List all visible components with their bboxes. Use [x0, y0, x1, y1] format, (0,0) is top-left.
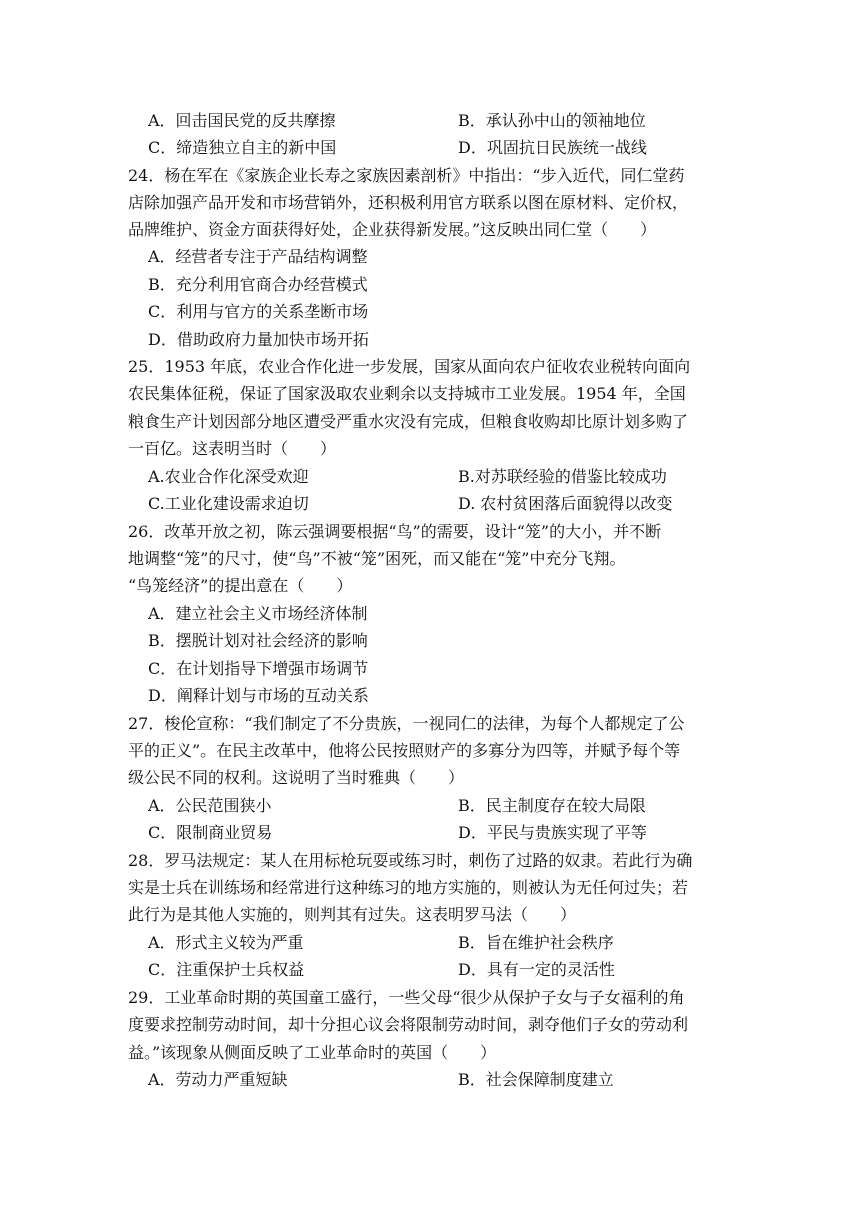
q27-option-a: A．公民范围狭小 [148, 796, 272, 815]
q27-stem-line-2: 平的正义”。在民主改革中，他将公民按照财产的多寡分为四等，并赋予每个等 [128, 741, 681, 760]
q25-option-d: D. 农村贫困落后面貌得以改变 [458, 494, 673, 513]
q27-stem-line-1: 27．梭伦宣称：“我们制定了不分贵族，一视同仁的法律，为每个人都规定了公 [128, 714, 685, 733]
q25-option-a: A.农业合作化深受欢迎 [148, 467, 309, 486]
q27-stem-line-3: 级公民不同的权利。这说明了当时雅典（ ） [128, 768, 465, 787]
q26-stem-line-2: 地调整“笼”的尺寸，使“鸟”不被“笼”困死，而又能在“笼”中充分飞翔。 [128, 549, 626, 568]
q28-stem-line-3: 此行为是其他人实施的，则判其有过失。这表明罗马法（ ） [128, 905, 577, 924]
q24-option-b: B．充分利用官商合办经营模式 [148, 275, 368, 294]
q27-option-d: D．平民与贵族实现了平等 [458, 823, 647, 842]
q26-option-b: B．摆脱计划对社会经济的影响 [148, 631, 368, 650]
q24-stem-line-1: 24．杨在军在《家族企业长寿之家族因素剖析》中指出：“步入近代，同仁堂药 [128, 166, 685, 185]
q25-option-c: C.工业化建设需求迫切 [148, 494, 309, 513]
q25-stem-line-2: 农民集体征税，保证了国家汲取农业剩余以支持城市工业发展。1954 年，全国 [128, 384, 686, 403]
q23-option-c: C．缔造独立自主的新中国 [148, 138, 337, 157]
q28-stem-line-1: 28．罗马法规定：某人在用标枪玩耍或练习时，刺伤了过路的奴隶。若此行为确 [128, 851, 693, 870]
q24-option-d: D．借助政府力量加快市场开拓 [148, 330, 369, 349]
q24-stem-line-3: 品牌维护、资金方面获得好处，企业获得新发展。”这反映出同仁堂（ ） [128, 220, 657, 239]
q23-option-d: D．巩固抗日民族统一战线 [458, 138, 647, 157]
q24-stem-line-2: 店除加强产品开发和市场营销外，还积极利用官方联系以图在原材料、定价权， [128, 193, 689, 212]
q29-stem-line-3: 益。”该现象从侧面反映了工业革命时的英国（ ） [128, 1043, 497, 1062]
q25-option-b: B.对苏联经验的借鉴比较成功 [458, 467, 667, 486]
q24-option-a: A．经营者专注于产品结构调整 [148, 247, 368, 266]
q26-option-d: D．阐释计划与市场的互动关系 [148, 686, 369, 705]
q25-stem-line-1: 25．1953 年底，农业合作化进一步发展，国家从面向农户征收农业税转向面向 [128, 357, 691, 376]
q26-stem-line-1: 26．改革开放之初，陈云强调要根据“鸟”的需要，设计“笼”的大小，并不断 [128, 522, 662, 541]
q28-stem-line-2: 实是士兵在训练场和经常进行这种练习的地方实施的，则被认为无任何过失；若 [128, 878, 689, 897]
q27-option-c: C．限制商业贸易 [148, 823, 273, 842]
q23-option-b: B．承认孙中山的领袖地位 [458, 111, 646, 130]
q28-option-d: D．具有一定的灵活性 [458, 960, 615, 979]
q28-option-a: A．形式主义较为严重 [148, 933, 304, 952]
q29-option-b: B．社会保障制度建立 [458, 1070, 614, 1089]
q26-option-a: A．建立社会主义市场经济体制 [148, 604, 368, 623]
q29-stem-line-2: 度要求控制劳动时间，却十分担心议会将限制劳动时间，剥夺他们子女的劳动利 [128, 1015, 689, 1034]
q23-option-a: A．回击国民党的反共摩擦 [148, 111, 336, 130]
q28-option-c: C．注重保护士兵权益 [148, 960, 305, 979]
q29-option-a: A．劳动力严重短缺 [148, 1070, 288, 1089]
q25-stem-line-4: 一百亿。这表明当时（ ） [128, 439, 337, 458]
q28-option-b: B．旨在维护社会秩序 [458, 933, 614, 952]
q26-stem-line-3: “鸟笼经济”的提出意在（ ） [128, 576, 353, 595]
q27-option-b: B．民主制度存在较大局限 [458, 796, 646, 815]
q25-stem-line-3: 粮食生产计划因部分地区遭受严重水灾没有完成，但粮食收购却比原计划多购了 [128, 412, 689, 431]
q29-stem-line-1: 29．工业革命时期的英国童工盛行，一些父母“很少从保护子女与子女福利的角 [128, 988, 685, 1007]
q24-option-c: C．利用与官方的关系垄断市场 [148, 302, 369, 321]
q26-option-c: C．在计划指导下增强市场调节 [148, 659, 369, 678]
